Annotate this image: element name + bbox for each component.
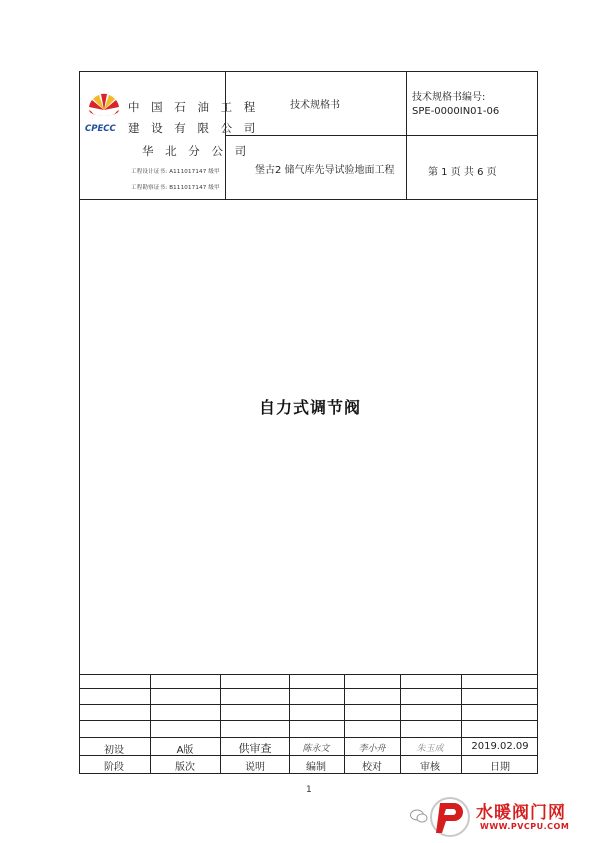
revision-cell-checked-signature: 李小舟	[358, 744, 386, 754]
header-bottom-line	[79, 199, 538, 200]
column-header-prepared: 编制	[306, 762, 326, 773]
revision-cell-version: A版	[176, 745, 194, 756]
company-name-line1: 中 国 石 油 工 程	[128, 100, 260, 114]
column-header-stage: 阶段	[104, 762, 124, 773]
logo-text: CPECC	[85, 124, 116, 134]
watermark-logo-icon	[428, 795, 472, 839]
document-type: 技术规格书	[290, 100, 340, 111]
page-number: 1	[306, 785, 312, 795]
document-title: 自力式调节阀	[259, 398, 362, 417]
column-header-version: 版次	[175, 762, 195, 773]
header-mid-line	[225, 135, 538, 136]
revision-table-line	[79, 674, 538, 675]
revision-cell-description: 供审查	[238, 742, 272, 755]
revision-table-line	[79, 688, 538, 689]
company-name-line2: 建 设 有 限 公 司	[128, 121, 260, 135]
design-certificate: 工程设计证书: A111017147 级甲	[131, 169, 220, 175]
column-header-description: 说明	[245, 762, 265, 773]
column-header-reviewed: 审核	[420, 762, 440, 773]
revision-table-line	[79, 720, 538, 721]
page-info: 第 1 页 共 6 页	[428, 167, 497, 178]
watermark-brand: 水暖阀门网	[476, 803, 566, 823]
revision-table-line	[79, 704, 538, 705]
company-logo	[84, 86, 124, 126]
revision-table-line	[79, 737, 538, 738]
revision-cell-date: 2019.02.09	[471, 741, 529, 752]
revision-cell-reviewed-signature: 朱玉成	[416, 744, 444, 754]
wechat-icon	[410, 808, 428, 822]
column-header-date: 日期	[490, 762, 510, 773]
column-header-checked: 校对	[362, 762, 382, 773]
survey-certificate: 工程勘察证书: B111017147 级甲	[131, 185, 220, 191]
spec-number-label: 技术规格书编号:	[412, 92, 486, 103]
revision-cell-prepared-signature: 陈永文	[302, 744, 330, 754]
watermark-url: WWW.PVCPU.COM	[480, 822, 570, 831]
branch-name: 华 北 分 公 司	[142, 144, 251, 158]
spec-number-value: SPE-0000IN01-06	[412, 106, 500, 117]
revision-cell-stage: 初设	[104, 745, 124, 756]
project-name: 堡古2 储气库先导试验地面工程	[255, 165, 395, 176]
